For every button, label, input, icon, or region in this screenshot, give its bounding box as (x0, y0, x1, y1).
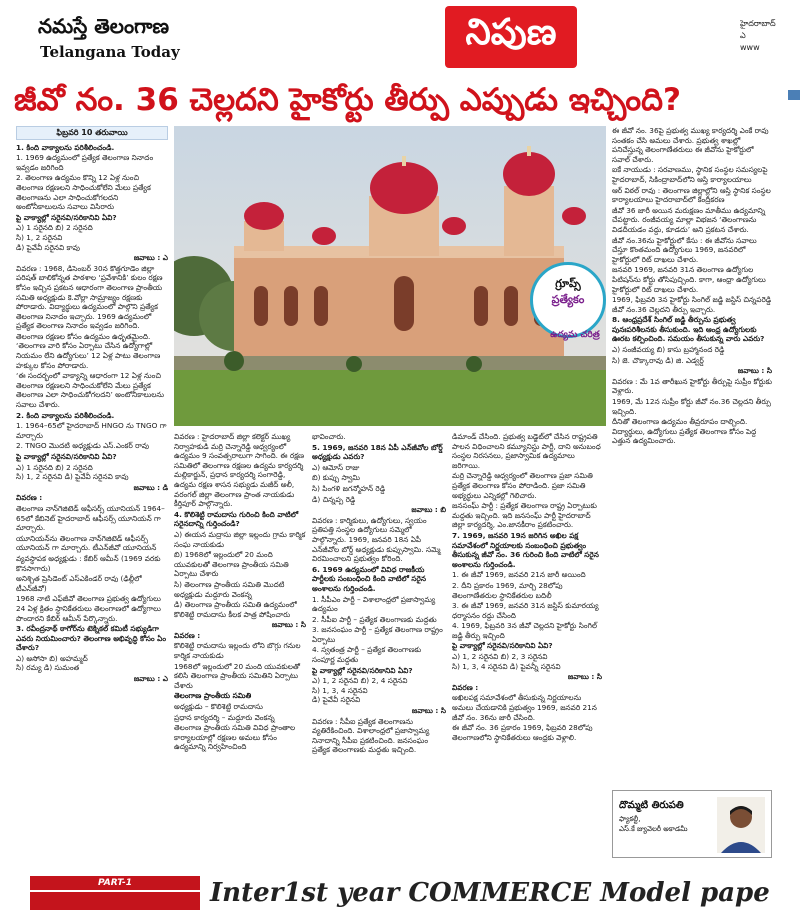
groups-special-badge (530, 262, 606, 338)
column-5 (612, 126, 772, 686)
question-2: 2. కింది వాక్యాలను పరిశీలించండి. (16, 410, 115, 420)
q6-statement-1: 1. సీపీఎం పార్టీ – విశాలాంధ్రలో ప్రజాస్వామ్య ఉద్యమం (312, 594, 436, 614)
col5-bullet-6: జనవరి 1969, జనవరి 31న తెలంగాణ ఉద్యోగుల పిటిషన్‌ను కోర్టు తోసిపుచ్చింది. కాగా, ఆంధ్రా ఉద్యోగులు హైకోర్టులో రిట్ దాఖలు చేశారు. (612, 265, 766, 294)
q8-options-1: ఎ) సంజీవయ్య బి) కాసు బ్రహ్మానంద రెడ్డి (612, 345, 725, 355)
q4-option-b: బి) 1968లో ఇల్లందులో 20 మంది యువకులతో తెలంగాణ ప్రాంతీయ సమితి ఏర్పాటు చేశారు (174, 550, 289, 579)
q1-statement-2: 2. తెలంగాణ ఉద్యమం కొన్ని 12 ఏళ్ల నుంచి తెలంగాణ రక్షణలని సాధించుకోలేని మేలు ప్రత్యేక తెలంగాణను ఎలా సాధించుకోగలదని అంటోనీకాలులను సవాలు విసిరారు (16, 173, 151, 212)
question-5: 5. 1969, జనవరి 18న ఏపీ ఎన్‌జీవోల బోర్డ్ అధ్యక్షుడు ఎవరు? (312, 442, 443, 462)
col4-bullet-2: జనసంఘ్ పార్టీ : ప్రత్యేక తెలంగాణ రాష్ట్ర ఏర్పాటుకు మద్దతు ఇచ్చింది. ఇది జనసంఘ్ పార్టీ హైదరాబాద్ జిల్లా కార్యదర్శి, ఎం.జానకీరాం ప్రకటించారు. (452, 501, 597, 530)
q2-prompt: పై వాక్యాల్లో సరైనవి/సరికానివి ఏవి? (16, 452, 117, 461)
author-org: ఎస్.కే జ్యువెలరీ అకాడమీ (619, 825, 688, 833)
nipuna-logo: నిపుణ (445, 6, 577, 68)
q6-prompt: పై వాక్యాల్లో సరైనవి/సరికానివి ఏవి? (312, 665, 413, 675)
sliver-accent (788, 90, 800, 100)
q1-options: ఎ) 1 సరైనది బి) 2 సరైనది సి) 1, 2 సరైనవి డి) పైవేవీ సరైనవి కావు (16, 223, 93, 252)
col5-bullet-7: 1969, ఫిబ్రవరి 3న హైకోర్టు సింగిల్ జడ్జి జస్టిస్ చిన్నపరెడ్డి జీవో నం.36 చెల్లదని తీర్పు ఇచ్చారు. (612, 295, 772, 314)
q1-bullet-2: ‘ఈ సందర్భంలో వాక్యాన్ని ఆధారంగా 12 ఏళ్ల నుంచి తెలంగాణ రక్షణలని సాధించుకోలేని మేలు ప్రత్యేక తెలంగాణ ఎలా సాధించుకోగలదని’ అంటోనీకాలులను సవాలు చేశారు. (16, 371, 165, 410)
edition-text: హైదరాబాద్ ఎ www (740, 19, 776, 52)
q8-bullet-1: 1969, మే 12న సుప్రీం కోర్టు జీవో నం.36 చెల్లదని తీర్పు ఇచ్చింది. (612, 397, 771, 416)
q4-bullet-1: కొలిశెట్టి రామదాసు ఇల్లందు లోని బొగ్గు గనుల కార్మిక నాయకుడు (174, 641, 301, 661)
brand-telugu: నమస్తే తెలంగాణ (38, 14, 170, 38)
question-6: 6. 1969 ఉద్యమంలో వివిధ రాజకీయ పార్టీలకు సంబంధించి కింది వాటిలో సరైన అంశాలను గుర్తించండి. (312, 564, 426, 593)
q6-statement-2: 2. సీపీఐ పార్టీ – ప్రత్యేక తెలంగాణకు మద్దతు (312, 614, 437, 624)
column-4 (452, 432, 602, 872)
q5-explanation: వివరణ : కార్మికులు, ఉద్యోగులు, స్వయం ప్రతిపత్తి సంస్థల ఉద్యోగులు సమ్మెలో పాల్గొన్నారు. 1969, జనవరి 18న ఏపీ ఎన్‌జీవోల బోర్డ్ అధ్యక్షుడు కుప్పుస్వామి. సమ్మె విరమించాలని ప్రభుత్వం కోరింది. (312, 515, 441, 564)
adjacent-column-sliver (784, 84, 800, 874)
inter-commerce-heading: Inter1st year COMMERCE Model pape (210, 878, 770, 908)
q4-option-d: డి) తెలంగాణ ప్రాంతీయ సమితి ఉద్యమంలో కొలిశెట్టి రామదాసు కీలక పాత్ర పోషించారు (174, 600, 297, 619)
q2-bullet-2: యూనియన్‌ను తెలంగాణ నాన్‌గెజిటెడ్ ఆఫీసర్స్ యూనియన్ గా మార్చారు. టీఎన్‌జీవో యూనియన్ (16, 533, 157, 553)
q2-bullet-4: అనిశ్చిత ప్రెసిడెంట్ ఎస్‌ఎకిండర్ రావు (ఢిల్లీలో టీఎన్‌జీవో) (16, 574, 142, 593)
q7-statement-3: 3. ఈ జీవో 1969, జనవరి 31న జస్టిస్ కుమారయ్య ధర్మాసనం రద్దు చేసింది (452, 601, 599, 620)
question-4: 4. కొలిశెట్టి రామదాసు గురించి కింది వాటిలో సరైనదాన్ని గుర్తించండి? (174, 509, 299, 529)
column-1 (16, 126, 168, 872)
q4-answer: జవాబు : సి (271, 620, 306, 630)
col5-bullet-4: జీవో 36 జారీ అయిన మరుక్షణం మాతీము ఉద్యమాన్ని చేపట్టారు. రంజీవయ్య మాల్లా విభజన ‘తెలంగాణను విడదీయడం వద్దు, కూడదు’ అని ప్రకటన చేశారు. (612, 205, 766, 234)
q4-subheading: తెలంగాణ ప్రాంతీయ సమితి (174, 691, 252, 701)
q7-bullet-2: ఈ జీవో నం. 36 ప్రకారం 1969, ఫిబ్రవరి 28లోపు తెలంగాణలోని స్థానికేతరులు ఆంధ్రకు వెళ్లాలి. (452, 723, 593, 742)
q6-statement-4: 4. స్వతంత్ర పార్టీ – ప్రత్యేక తెలంగాణకు సంపూర్ణ మద్దతు (312, 645, 422, 665)
author-photo (717, 797, 765, 853)
q5-option-c: సి) పింగళి జగన్మోహన్ రెడ్డి (312, 483, 386, 493)
q2-bullet-3: వ్యవస్థాపక అధ్యక్షుడు : కేబిర్ ఆమీన్ (1969 వరకు కొనసాగారు) (16, 553, 161, 573)
q6-answer: జవాబు : సి (411, 706, 446, 716)
q1-bullet-1: తెలంగాణ రక్షణల కోసం ఉద్యమం ఉధృతమైంది. ‘తెలంగాణ వారి కోసం ఏర్పాటు చేసిన ఉద్యోగాల్లో నియమం లేని ఉద్యోగులు’ 12 ఏళ్ల పాటు తెలంగాణ హక్కుల కోసం పోరాడారు. (16, 331, 161, 370)
q2-statement-1: 1. 1964–65లో హైదరాబాద్ HNGO ను TNGO గా మార్చారు (16, 421, 167, 440)
col5-bullet-1: ఈ జీవో నం. 36పై ప్రభుత్వ ముఖ్య కార్యదర్శి ఎంకే రావు సంతకం చేసి అమలు చేశారు. ప్రభుత్వ శాఖల్లో పనిచేస్తున్న తెలంగాణేతరులు ఈ జీవోను హైకోర్టులో సవాల్ చేశారు. (612, 126, 769, 164)
q4-bullet-2: 1968లో ఇల్లందులో 20 మంది యువకులతో కలిసి తెలంగాణ ప్రాంతీయ సమితిని ఏర్పాటు చేశారు (174, 661, 301, 690)
q2-options: ఎ) 1 సరైనది బి) 2 సరైనది సి) 1, 2 సరైనవి డి) పైవేవీ సరైనవి కావు (16, 462, 129, 482)
q4-bullet-3: అధ్యక్షుడు – కొలిశెట్టి రామదాసు (174, 702, 263, 712)
column-3 (312, 432, 446, 872)
author-box (612, 790, 772, 858)
col4-bullet-1: మర్రి చెన్నారెడ్డి ఆధ్వర్యంలో తెలంగాణ ప్రజా సమితి ప్రత్యేక తెలంగాణ కోసం పోరాడింది. ప్రజా సమితి అభ్యర్థులు ఎన్నికల్లో గెలిచారు. (452, 471, 593, 500)
q7-bullet-1: అఖిలపక్ష సమావేశంలో తీసుకున్న నిర్ణయాలను అమలు చేయడానికి ప్రభుత్వం 1969, జనవరి 21న జీవో నం. 36ను జారీ చేసింది. (452, 693, 597, 722)
movement-history-caption: ఉద్యమ చరిత్ర (550, 330, 600, 340)
q8-bullet-2: దీనితో తెలంగాణ ఉద్యమం తీవ్రరూపం దాల్చింది. విద్యార్థులు, ఉద్యోగులు ప్రత్యేక తెలంగాణ కోసం పెద్ద ఎత్తున ఉద్యమించారు. (612, 417, 757, 446)
q7-answer: జవాబు : సి (567, 672, 602, 682)
q7-statement-1: 1. ఈ జీవో 1969, జనవరి 21న జారీ అయింది (452, 570, 586, 580)
q3-answer: జవాబు : ఎ (133, 674, 168, 684)
q6-statement-3: 3. జనసంఘం పార్టీ – ప్రత్యేక తెలంగాణ రాష్ట్రం ఏర్పాటు (312, 625, 443, 644)
question-1: 1. కింది వాక్యాలను పరిశీలించండి. (16, 142, 115, 152)
q4-option-a: ఎ) ఈయన మద్రాసు జిల్లా ఇల్లందు గ్రామ కార్మిక సంఘ నాయకుడు (174, 529, 306, 549)
q5-answer: జవాబు : బి (411, 505, 446, 515)
part-label: PART-1 (97, 878, 133, 888)
q1-explanation: వివరణ : 1968, డిసెంబర్ 30న కొత్తగూడెం జిల్లా పరిషత్ బాలికోన్నత పాఠశాల ‘ప్రవేశానికి’ కులం రక్షణ కోసం ఇచ్చిన ప్రకటన ఆధారంగా తెలంగాణ ప్రాంతీయ సమితి అధ్యక్షుడు కె.వోల్లా సామ్రాజ్యం రక్షణకు పోరాడారు. విద్యార్థులు ఉద్యమంలో పాల్గొని ప్రత్యేక తెలంగాణ నినాదం ఇచ్చారు. 1969 ఉద్యమంలో ప్రత్యేక తెలంగాణ నినాదం ఇవ్వడం జరిగింది. (16, 263, 163, 331)
q2-bullet-1: తెలంగాణ నాన్‌గెజిటెడ్ ఆఫీసర్స్ యూనియన్ 1964–65లో కేబినెట్ హైదరాబాద్ ఆఫీసర్స్ యూనియన్ గా మార్చారు. (16, 503, 165, 533)
question-7: 7. 1969, జనవరి 19న జరిగిన అఖిల పక్ష సమావేశంలో నిర్ణయాలకు సంబంధించి ప్రభుత్వం తీసుకున్న జీవో నం. 36 గురించి కింది వాటిలో సరైన అంశాలను గుర్తించండి. (452, 530, 599, 569)
continued-banner: ఫిబ్రవరి 10 తరువాయి (16, 126, 168, 140)
col5-bullet-5: జీవో నం.36ను హైకోర్టులో కేసు : ఈ జీవోను సవాలు చేస్తూ కొంతమంది ఉద్యోగులు 1969, జనవరిలో హైకోర్టులో రిట్ దాఖలు చేశారు. (612, 235, 757, 264)
q3-options: ఎ) అసోసా బి) అహమ్మద్ సి) రమ్య డి) సుమంత (16, 653, 88, 673)
q2-bullet-5: 1968 నాటి ఎఫ్‌జీవో తెలంగాణ ప్రభుత్వ ఉద్యోగులు 24 ఏళ్ల క్రితం స్థానికేతరులు తెలంగాణలో ఉద్యోగాలు పొందారని కేబిర్ ఆమీన్ పేర్కొన్నారు. (16, 594, 161, 623)
author-name: దొమ్మటి తిరుపతి (619, 800, 684, 811)
headline: జీవో నం. 36 చెల్లదని హైకోర్టు తీర్పు ఎప్పుడు ఇచ్చింది? (14, 82, 682, 118)
column-2 (174, 432, 306, 872)
q6-options: ఎ) 1, 2 సరైనవి బి) 2, 4 సరైనవి సి) 1, 3, 4 సరైనవి డి) పైవేవీ సరైనవి (312, 676, 408, 705)
q5-option-b: బి) కుప్పు స్వామి (312, 473, 361, 483)
q4-option-c: సి) తెలంగాణ ప్రాంతీయ సమితి మొదటి అధ్యక్షుడు మద్దూరు వెంకన్న (174, 579, 285, 599)
q5-option-d: డి) చిన్నప్ప రెడ్డి (312, 494, 356, 504)
q2-answer: జవాబు : డి (133, 482, 168, 492)
q6-explanation: వివరణ : సీపీఐ ప్రత్యేక తెలంగాణను వ్యతిరేకించింది. విశాలాంధ్రలో ప్రజాస్వామ్య నినాదాన్ని సీపీఐ ప్రకటించింది. జనసంఘం ప్రత్యేక తెలంగాణకు మద్దతు ఇచ్చింది. (312, 716, 430, 755)
col5-bullet-2: ఐకే నాయుడు : సరవాణము, స్థానిక సంస్థల సమస్యలపై హైదరాబాద్, సికింద్రాబాద్‌లోని ఆస్తి కార్యాలయాలు (612, 165, 768, 184)
col5-bullet-3: ఆర్ విఠల్ రావు : తెలంగాణ జిల్లాల్లోని ఆస్తి స్థానిక సంస్థల కార్యాలయాలు హైదరాబాద్‌లో కేంద్రీకరణ (612, 185, 771, 205)
masthead (0, 0, 800, 84)
q2-statement-2: 2. TNGO మొదటి అధ్యక్షుడు ఎస్.ఎంకర్ రావు (16, 441, 149, 451)
q7-options: ఎ) 1, 2 సరైనవి బి) 2, 3 సరైనవి సి) 1, 3, 4 సరైనవి డి) పైవన్నీ సరైనవి (452, 652, 561, 671)
col3-continued: భావించారు. (312, 432, 346, 441)
q8-explanation: వివరణ : మే 1వ తారీఖున హైకోర్టు తీర్పుపై సుప్రీం కోర్టుకు వెళ్లారు. (612, 376, 772, 396)
q2-explanation: వివరణ : (16, 493, 43, 503)
question-8: 8. ఆంధ్రప్రదేశ్ సింగిల్ జడ్జి తీర్పును ప్రభుత్వ పునఃపరిశీలనకు తీసుకుంది. ఇది ఆంధ్ర ఉద్యోగులకు ఊరట కల్పించింది. సమయం తీసుకున్న వారు ఎవరు? (612, 315, 765, 344)
part-label-box (30, 876, 200, 910)
badge-line-2: ప్రత్యేకం (551, 293, 585, 306)
q1-statement-1: 1. 1969 ఉద్యమంలో ప్రత్యేక తెలంగాణ నినాదం ఇవ్వడం జరిగింది (16, 153, 154, 172)
author-role: ఫ్యాకల్టీ, (619, 815, 641, 823)
q4-explanation: వివరణ : (174, 630, 201, 640)
badge-line-1: గ్రూప్స్ (555, 277, 581, 290)
q4-bullet-4: ప్రధాన కార్యదర్శి – మద్దూరు వెంకన్న (174, 712, 275, 722)
col4-continued: డిమాండ్ చేసింది. ప్రభుత్వ బడ్జెట్‌లో చేసిన రాష్ట్రపతి పాలన విధించాలని కమ్యూనిస్టు పార్టీ, దాని అనుబంధ సంస్థల నిరసనలు, ప్రజాస్వామిక ఉద్యమాలు జరిగాయి. (452, 432, 601, 470)
q7-statement-2: 2. దీని ప్రకారం 1969, మార్చి 28లోపు తెలంగాణేతరుల స్థానికేతరుల బదిలీ (452, 580, 563, 600)
q3-explanation: వివరణ : హైదరాబాద్ జిల్లా కలెక్టర్ ముఖ్య నిర్వాహకుడి మర్రి చెన్నారెడ్డి ఆధ్వర్యంలో ఉద్యమం 9 సంవత్సరాలుగా సాగింది. ఈ రక్షణ సమితిలో తెలంగాణ రక్షణల ఉద్యమ కార్యదర్శి మల్లికార్జున్, ప్రధాన కార్యదర్శి సంగారెడ్డి, ఉద్యమ రక్షణ శాసన సభ్యుడు మజీద్ అలీ, వరంగల్ జిల్లా తెలంగాణ ప్రాంత నాయకుడు కీర్తిపూర్ పాల్గొన్నారు. (174, 432, 305, 509)
question-3: 3. రవీంద్రనాథ్ ఠాగోర్‌ను టెక్నికల్ కమిటీ సభ్యుడిగా ఎవరు నియమించారు? తెలంగాణ అభివృద్ధి కోసం ఏం చేశారు? (16, 624, 167, 653)
bottom-strip (0, 876, 800, 910)
q4-bullet-5: తెలంగాణ ప్రాంతీయ సమితి వివిధ ప్రాంతాల కార్యాలయాల్లో రక్షణల అమలు కోసం ఉద్యమాన్ని నిర్వహించింది (174, 723, 296, 752)
q7-statement-4: 4. 1969, ఫిబ్రవరి 3న జీవో చెల్లదని హైకోర్టు సింగిల్ జడ్జి తీర్పు ఇచ్చింది (452, 621, 598, 640)
q1-answer: జవాబు : ఎ (133, 253, 168, 263)
q8-answer: జవాబు : సి (737, 366, 772, 376)
part-divider (30, 890, 200, 892)
q7-explanation: వివరణ : (452, 682, 479, 692)
q7-prompt: పై వాక్యాల్లో సరైనవి/సరికానివి ఏవి? (452, 641, 553, 651)
q8-options-2: సి) జె. చొక్కారావు డి) జి. ఎడ్వర్డ్ (612, 355, 704, 365)
q1-prompt: పై వాక్యాల్లో సరైనవి/సరికానివి ఏవి? (16, 212, 117, 222)
brand-english: Telangana Today (40, 43, 180, 61)
q5-option-a: ఎ) ఆమోస్ రాజు (312, 462, 360, 472)
